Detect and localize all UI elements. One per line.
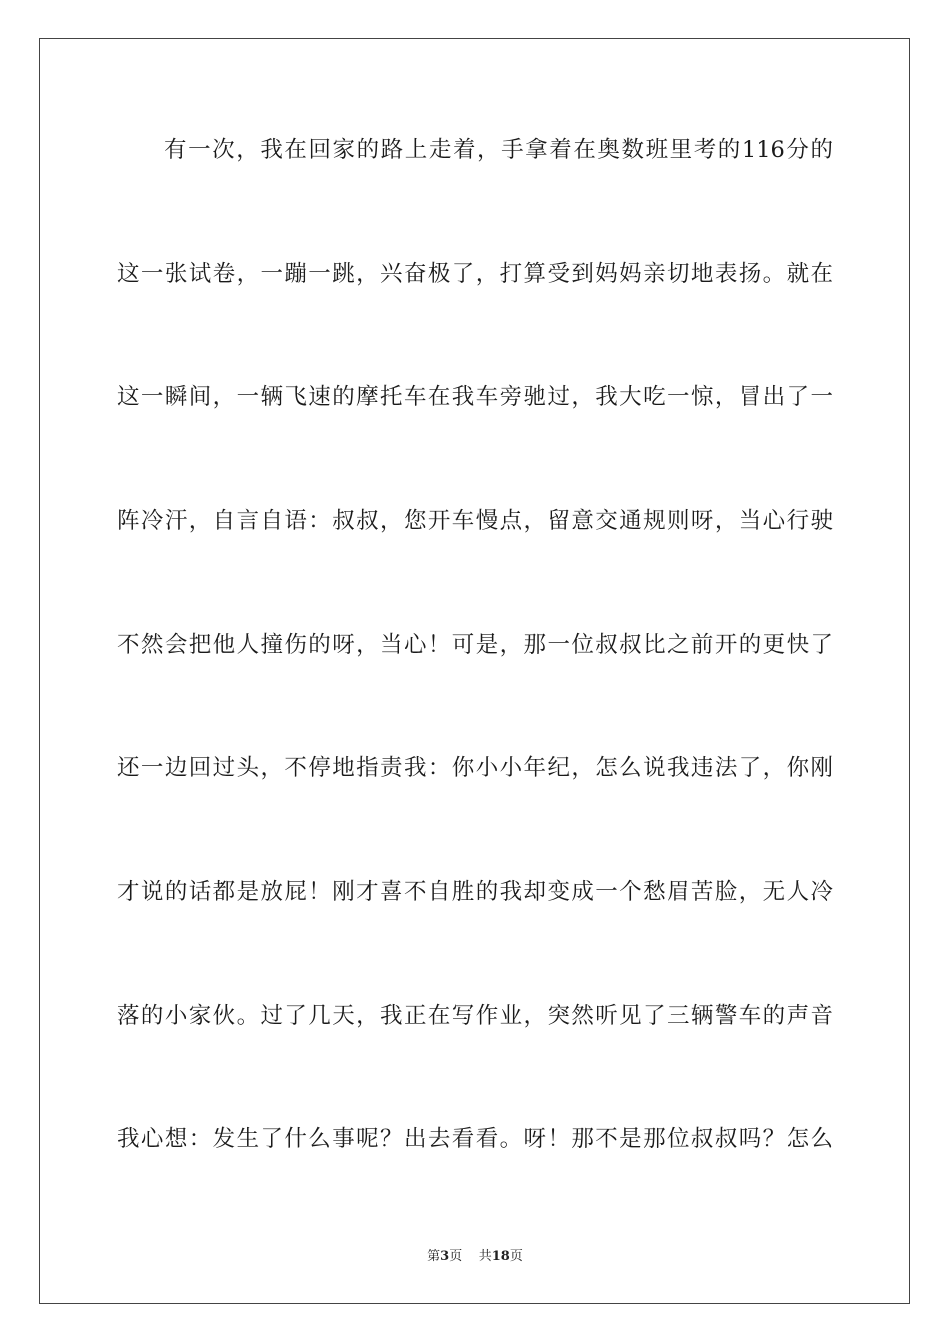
page-number: 3 <box>440 1249 450 1264</box>
paragraph-line: 有一次，我在回家的路上走着，手拿着在奥数班里考的116分的 <box>164 137 833 163</box>
paragraph-line: 不然会把他人撞伤的呀，当心！可是，那一位叔叔比之前开的更快了 <box>117 632 833 658</box>
paragraph-line: 还一边回过头，不停地指责我：你小小年纪，怎么说我违法了，你刚 <box>117 755 833 781</box>
paragraph-line: 这一张试卷，一蹦一跳，兴奋极了，打算受到妈妈亲切地表扬。就在 <box>117 261 833 287</box>
paragraph-line: 阵冷汗，自言自语：叔叔，您开车慢点，留意交通规则呀，当心行驶 <box>117 508 833 534</box>
total-prefix: 共 <box>478 1249 492 1264</box>
total-suffix: 页 <box>509 1249 523 1264</box>
page-suffix: 页 <box>449 1249 463 1264</box>
paragraph-line: 这一瞬间，一辆飞速的摩托车在我车旁驰过，我大吃一惊，冒出了一 <box>117 384 833 410</box>
paragraph-line: 才说的话都是放屁！刚才喜不自胜的我却变成一个愁眉苦脸，无人冷 <box>117 879 833 905</box>
total-indicator <box>479 1249 523 1264</box>
total-pages: 18 <box>491 1249 510 1264</box>
footer-gap <box>462 1249 479 1264</box>
page-border <box>39 38 910 1304</box>
paragraph-line: 落的小家伙。过了几天，我正在写作业，突然听见了三辆警车的声音 <box>117 1003 833 1029</box>
page-indicator <box>427 1249 462 1264</box>
page-footer <box>0 1248 950 1266</box>
page-prefix: 第 <box>427 1249 441 1264</box>
paragraph-line: 我心想：发生了什么事呢？出去看看。呀！那不是那位叔叔吗？怎么 <box>117 1126 833 1152</box>
